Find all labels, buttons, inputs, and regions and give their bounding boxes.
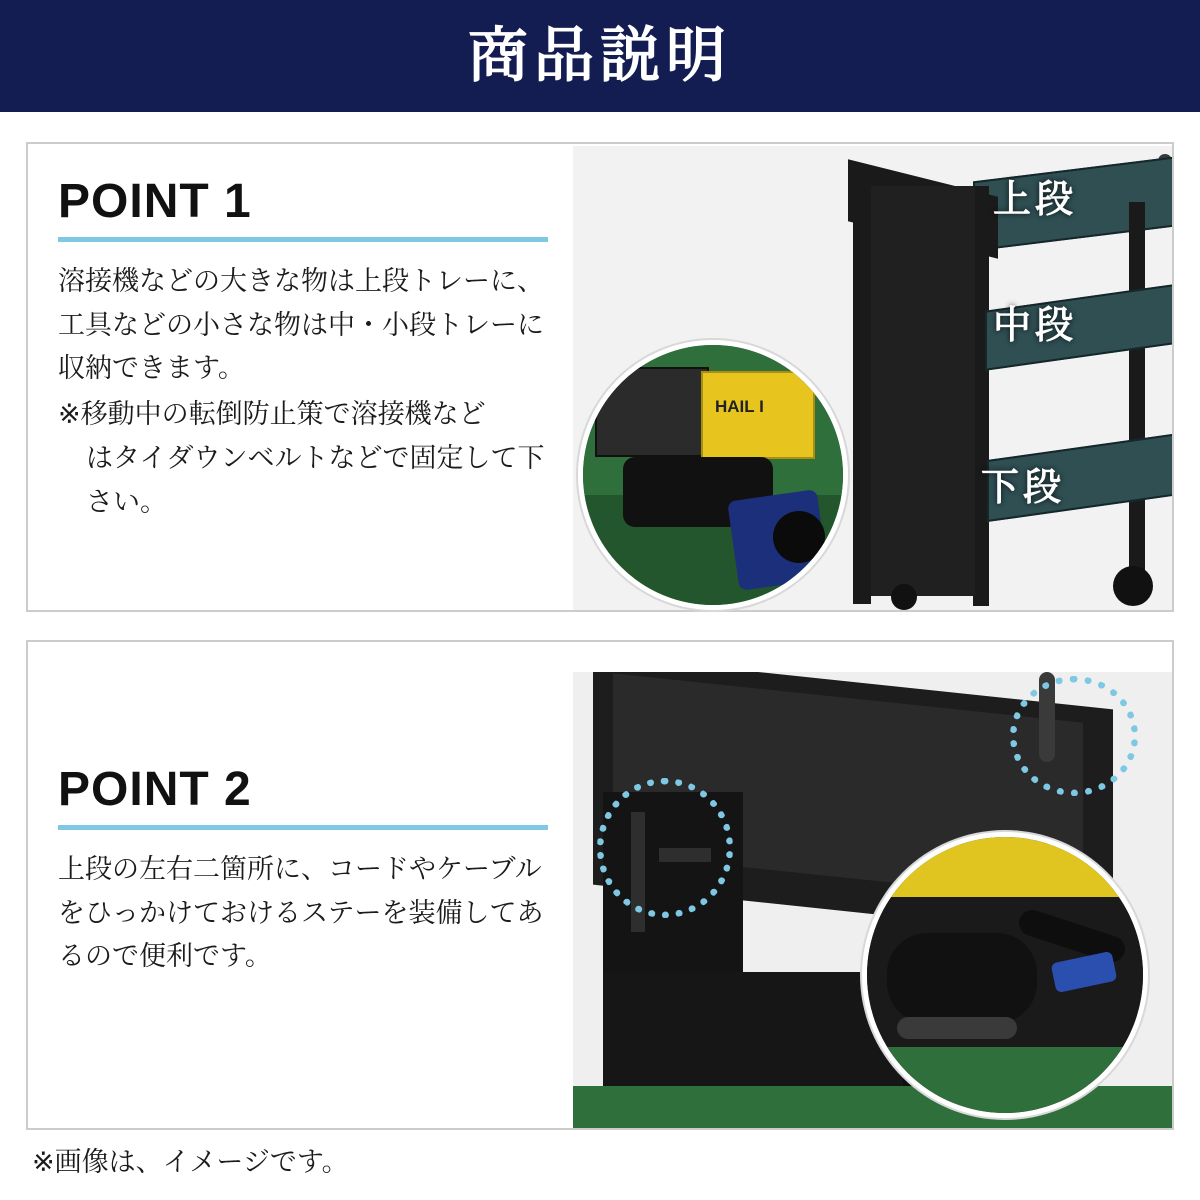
point-1-underline <box>58 237 548 242</box>
footer-disclaimer: ※画像は、イメージです。 <box>32 1147 349 1178</box>
highlight-ring-left <box>597 778 733 918</box>
point-2-inset-photo <box>862 832 1148 1118</box>
point-2-title: POINT 2 <box>58 763 252 816</box>
highlight-ring-right <box>1010 676 1138 796</box>
point-2-text-block <box>58 762 568 979</box>
point-1-body-line-3: はタイダウンベルトなどで固定して下さい。 <box>86 442 545 518</box>
tray-label-top: 上段 <box>993 177 1078 221</box>
welder-brand-label: HAIL I <box>715 397 785 417</box>
page-header <box>0 0 1200 112</box>
point-2-body: 上段の左右二箇所に、コードやケーブルをひっかけておけるステーを装備してあるので便利です。 <box>58 854 544 973</box>
point-1-title: POINT 1 <box>58 175 252 228</box>
point-1-inset-photo <box>578 340 848 610</box>
point-1-body-line-1: 溶接機などの大きな物は上段トレーに、工具などの小さな物は中・小段トレーに収納できます。 <box>58 266 544 385</box>
point-1-body-line-2: ※移動中の転倒防止策で溶接機など <box>58 399 486 431</box>
tray-label-bottom: 下段 <box>981 465 1066 509</box>
point-1-body <box>58 260 568 524</box>
point-1-text-block <box>58 174 568 524</box>
point-2-underline <box>58 825 548 830</box>
page-title: 商品説明 <box>468 21 732 91</box>
tray-label-middle: 中段 <box>993 303 1078 347</box>
